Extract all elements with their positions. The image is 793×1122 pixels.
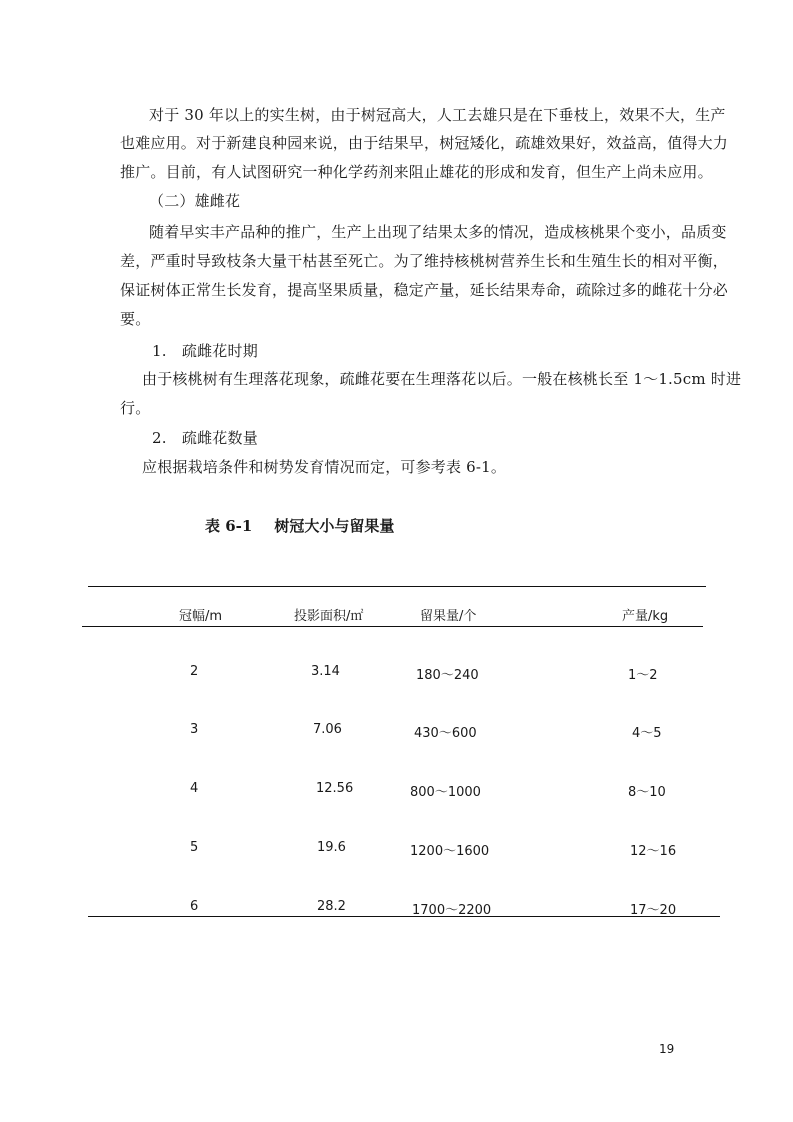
subsection-heading: 1. 疏雌花时期 [152, 342, 258, 360]
table-cell: 3.14 [311, 664, 340, 679]
table-cell: 17～20 [630, 903, 677, 918]
table-cell: 1700～2200 [412, 903, 492, 918]
table-header-rule [82, 626, 703, 627]
table-cell: 28.2 [317, 899, 346, 914]
table-cell: 4～5 [632, 726, 662, 741]
table-header-cell: 冠幅/m [179, 609, 223, 624]
paragraph-line: 应根据栽培条件和树势发育情况而定，可参考表 6-1。 [142, 458, 507, 476]
table-header-cell: 产量/kg [622, 609, 669, 624]
page-number: 19 [659, 1042, 675, 1056]
table-cell: 7.06 [313, 722, 342, 737]
table-top-rule [88, 586, 706, 587]
table-bottom-rule [88, 916, 720, 917]
paragraph-line: 要。 [120, 310, 151, 328]
table-cell: 12.56 [316, 781, 354, 796]
table-cell: 2 [190, 664, 199, 679]
paragraph-line: 推广。目前，有人试图研究一种化学药剂来阻止雄花的形成和发育，但生产上尚未应用。 [120, 163, 713, 181]
table-cell: 8～10 [628, 785, 666, 800]
table-cell: 430～600 [414, 726, 477, 741]
paragraph-line: 由于核桃树有生理落花现象，疏雌花要在生理落花以后。一般在核桃长至 1～1.5cm 时进 [142, 370, 742, 388]
table-cell: 1～2 [628, 668, 658, 683]
paragraph-line: 也难应用。对于新建良种园来说，由于结果早，树冠矮化，疏雄效果好，效益高，值得大力 [120, 134, 729, 152]
table-cell: 4 [190, 781, 199, 796]
table-cell: 1200～1600 [410, 844, 490, 859]
table-cell: 12～16 [630, 844, 677, 859]
paragraph-line: 对于 30 年以上的实生树，由于树冠高大，人工去雄只是在下垂枝上，效果不大，生产 [149, 106, 726, 124]
table-title: 树冠大小与留果量 [274, 517, 395, 535]
table-cell: 6 [190, 899, 199, 914]
subsection-heading: 2. 疏雌花数量 [152, 429, 258, 447]
section-heading: （二）雄雌花 [149, 192, 241, 210]
table-cell: 3 [190, 722, 199, 737]
table-header-cell: 投影面积/㎡ [294, 609, 364, 624]
table-header-cell: 留果量/个 [420, 609, 477, 624]
paragraph-line: 差，严重时导致枝条大量干枯甚至死亡。为了维持核桃树营养生长和生殖生长的相对平衡， [120, 252, 729, 270]
paragraph-line: 行。 [120, 399, 151, 417]
table-cell: 5 [190, 840, 199, 855]
table-cell: 180～240 [416, 668, 479, 683]
table-cell: 800～1000 [410, 785, 481, 800]
table-number: 表 6-1 [205, 517, 253, 535]
table-caption [205, 515, 394, 536]
paragraph-line: 随着早实丰产品种的推广，生产上出现了结果太多的情况，造成核桃果个变小，品质变 [149, 223, 727, 241]
paragraph-line: 保证树体正常生长发育，提高坚果质量，稳定产量，延长结果寿命，疏除过多的雌花十分必 [120, 281, 729, 299]
table-cell: 19.6 [317, 840, 346, 855]
